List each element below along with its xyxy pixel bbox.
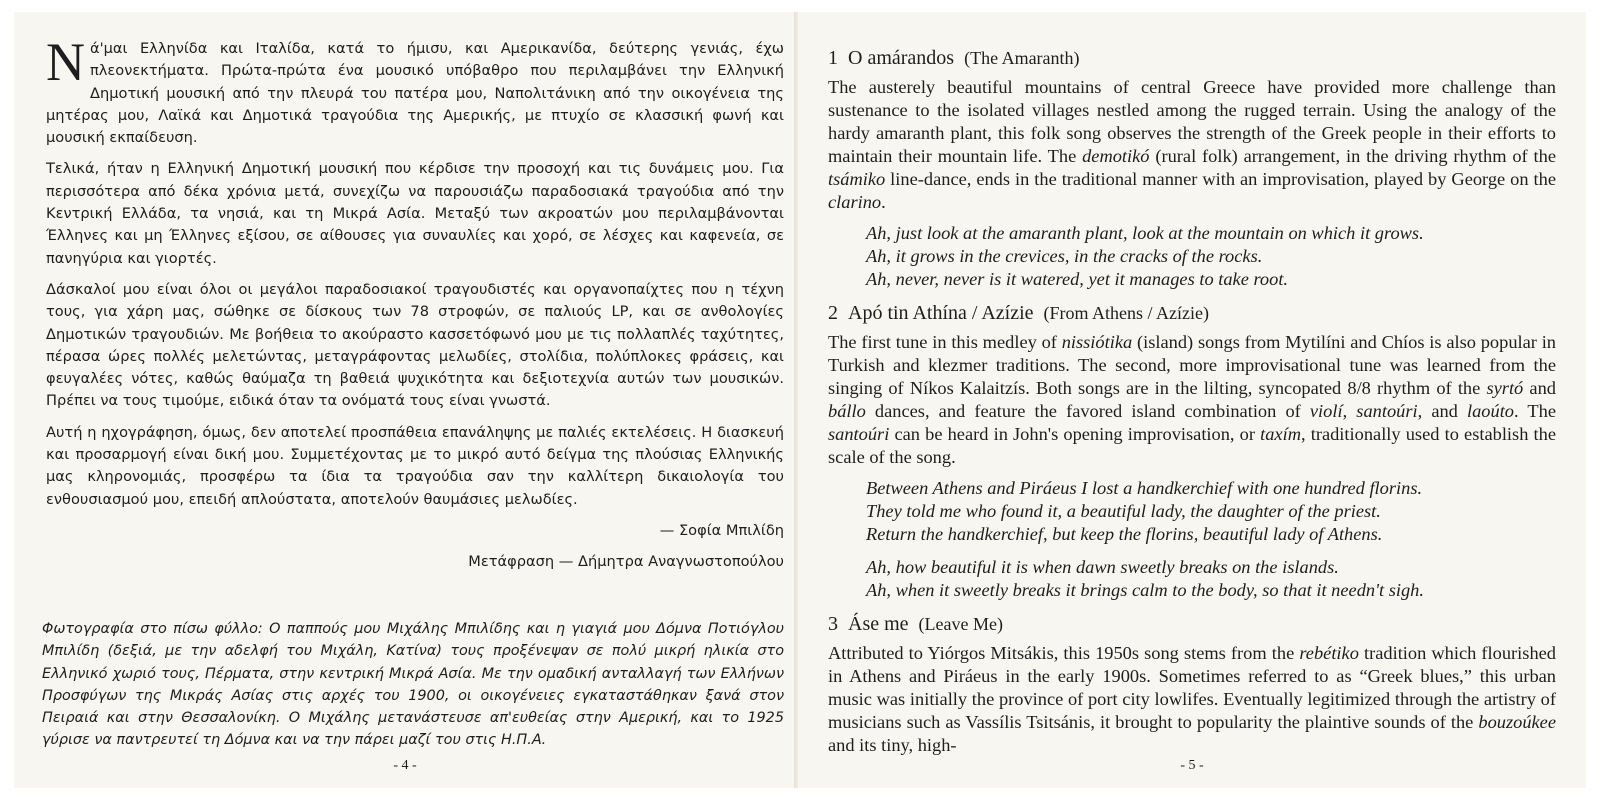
track-notes	[828, 46, 1556, 765]
section-title: Apó tin Athína / Azízie	[848, 302, 1034, 324]
section-1-body: The austerely beautiful mountains of central Greece have provided more challenge than sustenance to the isolated villages nestled among the rugged terrain. Using the analogy of the hardy amaranth plant, this folk song observes the strength of the Greek people in their efforts to maintain their mountain life. The demotikó (rural folk) arrangement, in the driving rhythm of the tsámiko line-dance, ends in the traditional manner with an improvisation, played by George on the clarino.	[828, 77, 1556, 212]
section-2-body: The first tune in this medley of nissiótika (island) songs from Mytilíni and Chíos is also popular in Turkish and klezmer traditions. The second, more improvisational tune was learned from the singing of Níkos Kalaitzís. Both songs are in the lilting, syncopated 8/8 rhythm of the syrtó and bállo dances, and feature the favored island combination of violí, santoúri, and laoúto. The santoúri can be heard in John's opening improvisation, or taxím, traditionally used to establish the scale of the song.	[828, 332, 1556, 467]
left-page	[14, 12, 797, 788]
section-2-heading: 2 Apó tin Athína / Azízie (From Athens / Azízie)	[828, 302, 1210, 324]
section-2-lyrics-b: Ah, how beautiful it is when dawn sweetly breaks on the islands. Ah, when it sweetly breaks it brings calm to the body, so that it needn't sigh.	[866, 557, 1424, 600]
paragraph-3: Δάσκαλοί μου είναι όλοι οι μεγάλοι παραδοσιακοί τραγουδιστές και οργανοπαίχτες που η τέχνη τους, για χάρη μας, σώθηκε σε δίσκους των 78 στροφών, σε παλιούς LP, και σε ανθολογίες Δημοτικών τραγουδιών. Με βοήθεια το ακούραστο κασσετόφωνό μου με τις πολλαπλές ταχύτητες, πέρασα ώρες πολλές μελετώντας, μεταγράφοντας μελωδίες, στολίδια, πολύπλοκες φράσεις, και φευγαλέες νότες, καθώς θαύμαζα τη βαθειά ψυχικότητα και δεξιοτεχνία αυτών των μουσικών. Πρέπει να τους τιμούμε, ειδικά όταν τα ονόματά τους είναι γνωστά.	[46, 280, 784, 410]
paragraph-4: Αυτή η ηχογράφηση, όμως, δεν αποτελεί προσπάθεια επανάληψης με παλιές εκτελέσεις. Η διασκευή και προσαρμογή είναι δική μου. Συμμετέχοντας με το μικρό αυτό δείγμα της πλούσιας Ελληνικής μας κληρονομιάς, προσφέρω τα ίδια τα τραγούδια σαν την καλλίτερη δικαιολογία του ενθουσιασμού μου, επειδή απλούστατα, αποτελούν θαυμάσιες μελωδίες.	[46, 423, 784, 508]
section-3-body: Attributed to Yiórgos Mitsákis, this 1950s song stems from the rebétiko tradition which flourished in Athens and Piráeus in the early 1900s. Sometimes referred to as “Greek blues,” this urban music was initially the province of port city lowlifes. Eventually legitimized through the artistry of musicians such as Vassílis Tsitsánis, it brought to popularity the plaintive sounds of the bouzoúkee and its tiny, high-	[828, 643, 1556, 755]
page-number-left: - 4 -	[393, 758, 417, 773]
page-number-right: - 5 -	[1180, 758, 1204, 773]
photo-caption: Φωτογραφία στο πίσω φύλλο: Ο παππούς μου Μιχάλης Μπιλίδης και η γιαγιά μου Δόμνα Ποτιόγλου Μπιλίδη (δεξιά, με την αδελφή του Μιχάλη, Κατίνα) τους προξένεψαν σε πολύ μικρή ηλικία στο Ελληνικό χωριό τους, Πέρματα, στην κεντρική Μικρά Ασία. Με την ομαδική ανταλλαγή των Ελλήνων Προσφύγων της Μικράς Ασίας στις αρχές του 1900, οι οικογένειες εγκαταστάθηκαν ξανά στον Πειραιά και στην Θεσσαλονίκη. Ο Μιχάλης μετανάστευσε απ'ευθείας στην Αμερική, και το 1925 γύρισε να παντρευτεί τη Δόμνα και να την πάρει μαζί του στις Η.Π.Α.	[42, 621, 784, 749]
section-1-lyrics: Ah, just look at the amaranth plant, look at the mountain on which it grows. Ah, it grows in the crevices, in the cracks of the rocks. Ah, never, never is it watered, yet it manages to take root.	[866, 223, 1424, 289]
translation-credit: Μετάφραση — Δήμητρα Αναγνωστοπούλου	[468, 553, 784, 571]
right-page	[798, 12, 1586, 788]
greek-intro-text	[46, 32, 784, 583]
paragraph-1: Νά'μαι Ελληνίδα και Ιταλίδα, κατά το ήμισυ, και Αμερικανίδα, δεύτερης γενιάς, έχω πλεονεκτήματα. Πρώτα-πρώτα ένα μουσικό υπόβαθρο που περιλαμβάνει την Ελληνική Δημοτική μουσική από την πλευρά του πατέρα μου, Ναπολιτάνικη από την οικογένεια της μητέρας μου, Λαϊκά και Δημοτικά τραγούδια της Αμερικής, με πτυχίο σε κλασσική φωνή και μουσική εκπαίδευση.	[46, 32, 784, 147]
section-3-heading: 3 Áse me (Leave Me)	[828, 613, 1003, 635]
section-title: Áse me	[848, 613, 909, 635]
section-1-heading: 1 O amárandos (The Amaranth)	[828, 47, 1080, 69]
drop-cap: Ν	[46, 32, 85, 92]
section-title: O amárandos	[848, 47, 955, 69]
section-2-lyrics-a: Between Athens and Piráeus I lost a handkerchief with one hundred florins. They told me who found it, a beautiful lady, the daughter of the priest. Return the handkerchief, but keep the florins, beautiful lady of Athens.	[866, 478, 1423, 544]
paragraph-2: Τελικά, ήταν η Ελληνική Δημοτική μουσική που κέρδισε την προσοχή και τις δυνάμεις μου. Για περισσότερα από δέκα χρόνια μετά, συνεχίζω να παρουσιάζω παραδοσιακά τραγούδια από την Κεντρική Ελλάδα, τα νησιά, και τη Μικρά Ασία. Μεταξύ των ακροατών μου περιλαμβάνονται Έλληνες και μη Έλληνες εξίσου, σε αίθουσες για συναυλίες και χορό, σε λέσχες και καφενεία, σε πανηγύρια και γιορτές.	[46, 160, 784, 267]
signature: — Σοφία Μπιλίδη	[659, 521, 784, 539]
